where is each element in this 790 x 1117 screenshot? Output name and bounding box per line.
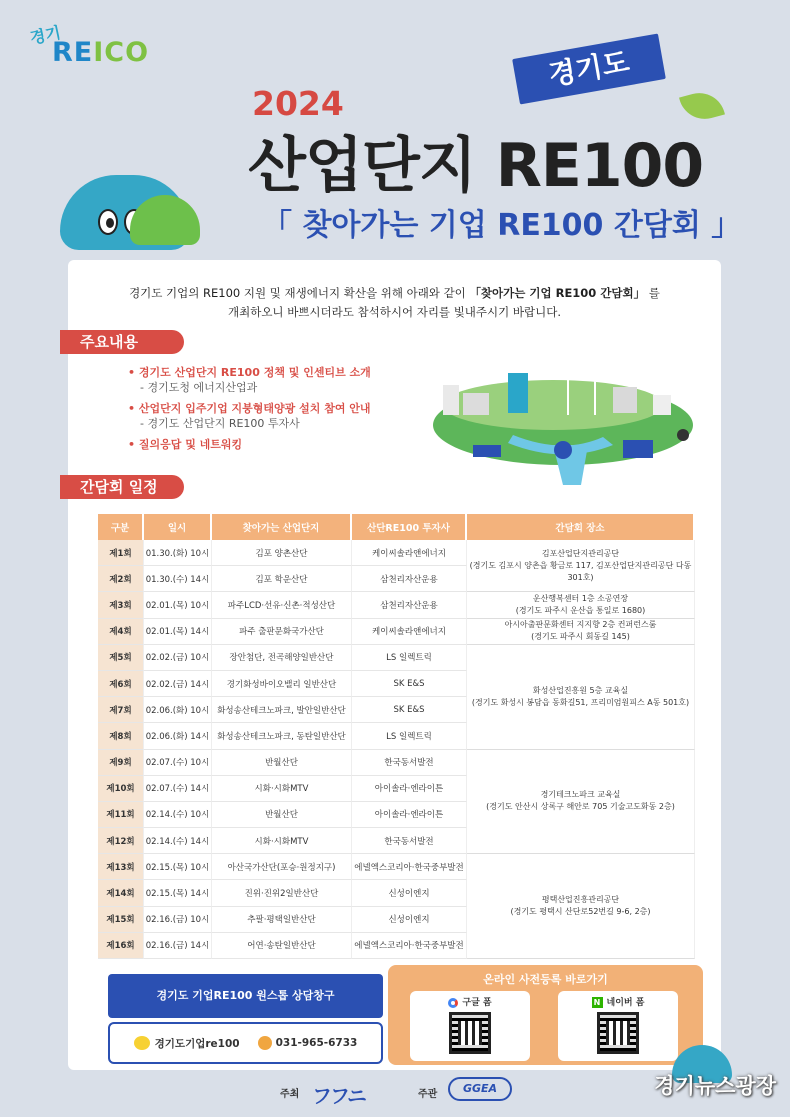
cell-investor: 신성이엔지: [352, 907, 467, 933]
cell-venue: [467, 619, 695, 645]
venue-name: 운산행복센터 1층 소공연장: [532, 593, 629, 603]
venue-name: 아시아출판문화센터 지지향 2층 컨퍼런스룸: [504, 620, 657, 630]
table-header-row: [98, 514, 695, 540]
cell-no: 제13회: [98, 854, 144, 880]
cell-site: 진위·진위2일반산단: [212, 880, 352, 906]
intro-line2: 개최하오니 바쁘시더라도 참석하시어 자리를 빛내주시기 바랍니다.: [228, 305, 561, 319]
cell-site: 화성송산테크노파크, 동탄일반산단: [212, 723, 352, 749]
cell-no: 제3회: [98, 592, 144, 618]
cell-site: 경기화성바이오밸리 일반산단: [212, 671, 352, 697]
cell-no: 제10회: [98, 776, 144, 802]
phone-number: 031-965-6733: [275, 1037, 358, 1049]
cell-venue: [467, 592, 695, 618]
venue-address: (경기도 파주시 회동길 145): [531, 632, 630, 642]
cell-no: 제2회: [98, 566, 144, 592]
col-header: 일시: [144, 514, 212, 540]
col-header: 산단RE100 투자사: [352, 514, 467, 540]
google-icon: [448, 998, 458, 1008]
cell-investor: 삼천리자산운용: [352, 566, 467, 592]
phone-icon: [258, 1036, 272, 1050]
cell-no: 제11회: [98, 802, 144, 828]
cell-investor: 에넬엑스코리아·한국중부발전: [352, 854, 467, 880]
qr-code-icon: [449, 1012, 491, 1054]
cell-site: 시화·시화MTV: [212, 828, 352, 854]
venue-address: (경기도 안산시 상록구 해안로 705 기술고도화동 2층): [486, 802, 675, 812]
cell-site: 장안첨단, 전곡해양일반산단: [212, 645, 352, 671]
cell-date: 02.16.(금) 10시: [144, 907, 212, 933]
cell-date: 02.16.(금) 14시: [144, 933, 212, 959]
venue-name: 화성산업진흥원 5층 교육실: [532, 685, 629, 695]
cell-site: 파주LCD·선유·신촌·적성산단: [212, 592, 352, 618]
cell-venue: [467, 645, 695, 750]
cell-site: 추팔·평택일반산단: [212, 907, 352, 933]
col-header: 찾아가는 산업단지: [212, 514, 352, 540]
list-item: [128, 437, 371, 452]
table-row: [98, 619, 695, 645]
cell-date: 02.06.(화) 14시: [144, 723, 212, 749]
section-main-label: 주요내용: [60, 330, 184, 354]
cell-date: 02.02.(금) 14시: [144, 671, 212, 697]
gyeonggi-logo: フフニ: [312, 1084, 365, 1108]
cell-no: 제6회: [98, 671, 144, 697]
watermark: 경기뉴스광장: [654, 1074, 776, 1098]
cell-site: 아산국가산단(포승·원정지구): [212, 854, 352, 880]
region-tag: 경기도: [512, 33, 666, 104]
reico-logo: [28, 22, 150, 68]
venue-name: 김포산업단지관리공단: [541, 548, 620, 558]
cell-date: 01.30.(수) 14시: [144, 566, 212, 592]
cell-date: 02.07.(수) 14시: [144, 776, 212, 802]
col-header: 구분: [98, 514, 144, 540]
content-card: [68, 260, 721, 1070]
naver-form-label: 네이버 폼: [606, 998, 645, 1008]
cell-no: 제4회: [98, 619, 144, 645]
section-schedule-label: 간담회 일정: [60, 475, 184, 499]
phone-contact[interactable]: [258, 1036, 358, 1050]
cell-date: 02.15.(목) 14시: [144, 880, 212, 906]
cell-investor: 케이씨솔라앤에너지: [352, 540, 467, 566]
cell-date: 02.01.(목) 14시: [144, 619, 212, 645]
cell-date: 02.14.(수) 14시: [144, 828, 212, 854]
signup-panel: [388, 965, 703, 1065]
cell-date: 02.15.(목) 10시: [144, 854, 212, 880]
cell-no: 제7회: [98, 697, 144, 723]
cell-venue: [467, 750, 695, 855]
cell-investor: LS 일렉트릭: [352, 723, 467, 749]
cell-site: 화성송산테크노파크, 발안일반산단: [212, 697, 352, 723]
list-item: [128, 365, 371, 395]
cell-investor: 신성이엔지: [352, 880, 467, 906]
kakao-icon: [134, 1036, 150, 1050]
naver-icon: N: [592, 997, 603, 1008]
kakao-contact[interactable]: [134, 1036, 240, 1051]
logo-brand-a: RE: [52, 37, 94, 68]
cell-date: 02.14.(수) 10시: [144, 802, 212, 828]
cell-investor: SK E&S: [352, 697, 467, 723]
cell-no: 제12회: [98, 828, 144, 854]
item-title: • 산업단지 입주기업 지붕형태양광 설치 참여 안내: [128, 401, 371, 416]
cell-site: 김포 학운산단: [212, 566, 352, 592]
industrial-park-illustration: [413, 345, 698, 495]
venue-address: (경기도 화성시 봉담읍 동화길51, 프리미엄원피스 A동 501호): [471, 697, 690, 707]
cell-investor: LS 일렉트릭: [352, 645, 467, 671]
intro-line1-c: 를: [645, 286, 660, 300]
cell-investor: 아이솔라·엔라이튼: [352, 802, 467, 828]
cell-investor: SK E&S: [352, 671, 467, 697]
cell-date: 02.01.(목) 10시: [144, 592, 212, 618]
google-form-qr[interactable]: [410, 991, 530, 1061]
table-row: [98, 854, 695, 880]
host-label: 주최: [280, 1089, 300, 1100]
table-row: [98, 592, 695, 618]
ggea-logo: GGEA: [448, 1077, 512, 1101]
page-title: 산업단지 RE100: [248, 131, 704, 201]
mascot-eye-icon: [98, 209, 118, 235]
cell-investor: 케이씨솔라앤에너지: [352, 619, 467, 645]
cell-investor: 에넬엑스코리아·한국중부발전: [352, 933, 467, 959]
venue-name: 경기테크노파크 교육실: [540, 790, 621, 800]
signup-title: 온라인 사전등록 바로가기: [483, 973, 608, 986]
col-header: 간담회 장소: [467, 514, 695, 540]
cell-no: 제8회: [98, 723, 144, 749]
organizer-label: 주관: [418, 1089, 438, 1100]
list-item: [128, 401, 371, 431]
cell-no: 제16회: [98, 933, 144, 959]
logo-prefix: 경기: [28, 22, 63, 48]
main-items-list: [128, 365, 371, 458]
intro-line1-a: 경기도 기업의 RE100 지원 및 재생에너지 확산을 위해 아래와 같이: [129, 286, 470, 300]
item-title: • 질의응답 및 네트워킹: [128, 437, 371, 452]
intro-line1-b: 「찾아가는 기업 RE100 간담회」: [469, 286, 646, 300]
schedule-table: [98, 514, 695, 959]
cell-investor: 한국동서발전: [352, 828, 467, 854]
contact-box: [108, 1022, 383, 1064]
cell-site: 반월산단: [212, 750, 352, 776]
cell-venue: [467, 540, 695, 592]
cell-no: 제9회: [98, 750, 144, 776]
cell-venue: [467, 854, 695, 959]
logo-brand-b: ICO: [93, 37, 150, 68]
table-row: [98, 645, 695, 671]
intro-text: [68, 284, 721, 322]
cell-investor: 한국동서발전: [352, 750, 467, 776]
cell-no: 제5회: [98, 645, 144, 671]
year-label: 2024: [252, 84, 344, 123]
cell-site: 김포 양촌산단: [212, 540, 352, 566]
cell-site: 반월산단: [212, 802, 352, 828]
logo-brand: [52, 37, 149, 68]
cell-date: 02.07.(수) 10시: [144, 750, 212, 776]
cell-no: 제14회: [98, 880, 144, 906]
consultation-button[interactable]: 경기도 기업RE100 원스톱 상담창구: [108, 974, 383, 1018]
cell-investor: 삼천리자산운용: [352, 592, 467, 618]
venue-name: 평택산업진흥관리공단: [541, 895, 620, 905]
google-form-label: 구글 폼: [462, 998, 492, 1008]
table-row: [98, 750, 695, 776]
venue-address: (경기도 평택시 산단로52번길 9-6, 2층): [510, 907, 651, 917]
naver-form-qr[interactable]: [558, 991, 678, 1061]
kakao-id: 경기도기업re100: [154, 1037, 240, 1050]
cell-no: 제1회: [98, 540, 144, 566]
page-subtitle: 「 찾아가는 기업 RE100 간담회 」: [262, 208, 742, 243]
item-sub: - 경기도 산업단지 RE100 투자사: [140, 417, 300, 430]
cell-date: 02.06.(화) 10시: [144, 697, 212, 723]
cell-site: 파주 출판문화국가산단: [212, 619, 352, 645]
venue-address: (경기도 파주시 운산읍 통일로 1680): [515, 605, 646, 615]
cell-site: 어연·송탄일반산단: [212, 933, 352, 959]
venue-address: (경기도 김포시 양촌읍 황금로 117, 김포산업단지관리공단 다동 301호): [469, 560, 692, 582]
item-title: • 경기도 산업단지 RE100 정책 및 인센티브 소개: [128, 365, 371, 380]
cell-date: 01.30.(화) 10시: [144, 540, 212, 566]
table-row: [98, 540, 695, 566]
cell-date: 02.02.(금) 10시: [144, 645, 212, 671]
cell-no: 제15회: [98, 907, 144, 933]
cell-site: 시화·시화MTV: [212, 776, 352, 802]
item-sub: - 경기도청 에너지산업과: [140, 381, 258, 394]
qr-code-icon: [597, 1012, 639, 1054]
cell-investor: 아이솔라·엔라이튼: [352, 776, 467, 802]
